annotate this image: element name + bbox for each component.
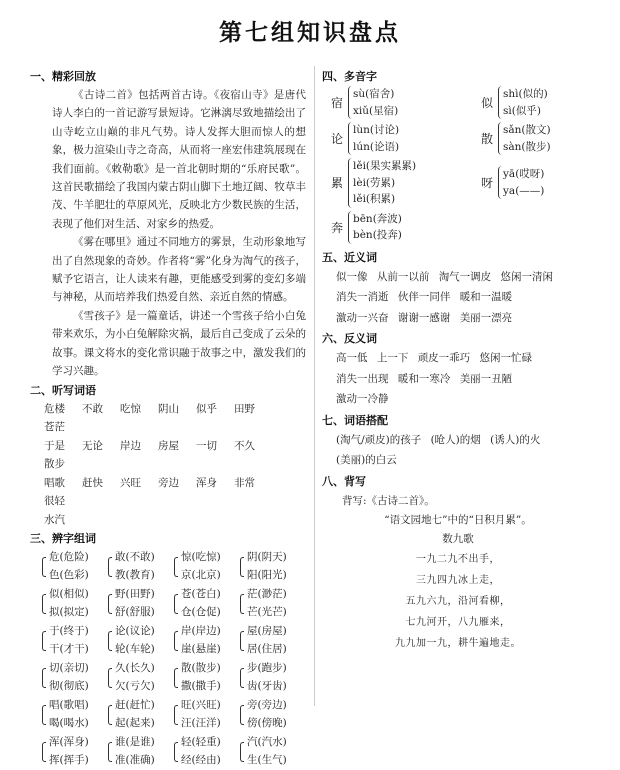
- polyphone-reading: xiǔ(星宿): [353, 104, 399, 117]
- character-pair: [108, 622, 174, 658]
- character-pair: [108, 548, 174, 584]
- synonym-row: [336, 287, 594, 308]
- polyphone-reading: shì(似的): [503, 88, 548, 100]
- character-word: 惊(吃惊): [174, 548, 240, 566]
- character-pair: [174, 548, 240, 584]
- section-heading-review: 一、精彩回放: [30, 70, 96, 83]
- polyphone-reading: lún(论语): [353, 140, 400, 153]
- section-heading-collocations: 七、词语搭配: [322, 413, 388, 427]
- section-heading-antonyms: 六、反义词: [322, 332, 377, 345]
- character-word: 岸(岸边): [174, 622, 240, 640]
- polyphone-reading: sǎn(散文): [503, 124, 551, 136]
- synonym-row: [336, 308, 594, 329]
- character-pair: [174, 733, 240, 769]
- dictation-word: 田野: [234, 402, 255, 415]
- synonym-pair: 淘气一调皮: [438, 270, 492, 283]
- character-pair: [240, 733, 306, 769]
- synonym-pair: 谢谢一感谢: [397, 311, 451, 324]
- synonym-pair: 消失一消逝: [336, 291, 389, 303]
- character-pair: [42, 733, 108, 769]
- character-word: 芒(光芒): [247, 606, 287, 618]
- poem-title: 数九歌: [442, 532, 474, 545]
- antonym-pair: 上一下: [376, 352, 409, 364]
- synonym-pair: 似一像: [336, 270, 368, 283]
- review-paragraph: 《雪孩子》是一篇童话，讲述一个雪孩子给小白兔带来欢乐，为小白兔解除灾祸，最后自己变成了云朵的故事。课文将水的变化常识融于故事之中，激发我们的学习兴趣。: [52, 309, 306, 378]
- dictation-row: [44, 400, 306, 437]
- character-pair: [240, 696, 306, 732]
- dictation-word: 吃惊: [120, 402, 141, 415]
- polyphone-char: 奔: [330, 220, 343, 235]
- poem-line: 七九河开，八九雁来，: [405, 616, 511, 628]
- antonym-row: [336, 348, 594, 369]
- dictation-word: 一切: [196, 439, 217, 452]
- dictation-word: 房屋: [158, 439, 179, 452]
- dictation-word: 浑身: [196, 476, 217, 489]
- antonym-row: [336, 389, 594, 410]
- dictation-word: 唱歌: [44, 476, 65, 489]
- dictation-word: 阴山: [158, 402, 179, 415]
- polyphone-char: 论: [330, 132, 343, 146]
- character-word: 经(经由): [181, 754, 221, 766]
- dictation-word: 很轻: [44, 495, 65, 507]
- section-heading-dictation: 二、听写词语: [30, 383, 96, 397]
- polyphone-char: 累: [330, 176, 343, 191]
- section-heading-distinguish-characters: 三、辨字组词: [30, 532, 96, 545]
- polyphone-item: [476, 122, 586, 155]
- character-word: 彻(彻底): [49, 680, 89, 692]
- character-word: 步(跑步): [240, 659, 306, 677]
- polyphone-item: [326, 86, 476, 119]
- character-word: 阳(阳光): [247, 569, 287, 581]
- character-word: 喝(喝水): [49, 717, 89, 729]
- character-word: 舒(舒服): [115, 606, 155, 618]
- antonym-pair: 悠闲一忙碌: [479, 352, 533, 364]
- polyphone-reading: bēn(奔波): [353, 212, 402, 225]
- dictation-word: 苍茫: [44, 421, 65, 433]
- right-column: [322, 66, 594, 654]
- character-word: 浑(浑身): [42, 733, 108, 751]
- polyphone-reading: sù(宿舍): [353, 88, 395, 100]
- synonym-pair: 美丽一漂亮: [459, 311, 513, 324]
- character-word: 轻(轻重): [174, 733, 240, 751]
- character-pair: [108, 585, 174, 621]
- polyphone-reading: sì(似乎): [503, 104, 541, 117]
- character-word: 散(散步): [174, 659, 240, 677]
- poem-line: 五九六九，沿河看柳，: [405, 595, 511, 607]
- character-word: 齿(牙齿): [247, 680, 287, 692]
- character-pair: [42, 585, 108, 621]
- polyphone-char: 散: [480, 132, 493, 146]
- poem-line: 三九四九冰上走，: [416, 574, 500, 586]
- character-word: 起(起来): [115, 717, 155, 729]
- character-word: 阴(阴天): [240, 548, 306, 566]
- collocation: (诱人)的火: [490, 433, 541, 446]
- character-word: 欠(亏欠): [115, 680, 155, 692]
- character-word: 拟(拟定): [49, 606, 89, 618]
- dictation-word: 不久: [234, 439, 255, 452]
- review-paragraph: 《雾在哪里》通过不同地方的雾景，生动形象地写出了自然现象的奇妙。作者将“雾”化身为淘气的孩子，赋予它语言，让人读来有趣，更能感受到雾的变幻多端与神秘，从而培养我们热爱自然、亲近自然的情感。: [52, 236, 306, 304]
- polyphone-char: 呀: [480, 176, 493, 191]
- character-pair: [174, 622, 240, 658]
- character-word: 危(危险): [42, 548, 108, 566]
- character-pair: [174, 696, 240, 732]
- dictation-word: 似乎: [196, 402, 217, 415]
- character-pair: [42, 622, 108, 658]
- character-word: 准(准确): [115, 754, 155, 766]
- synonym-row: [336, 267, 594, 288]
- polyphone-reading: lùn(讨论): [353, 124, 400, 136]
- character-pair: [240, 622, 306, 658]
- dictation-word: 于是: [44, 439, 65, 452]
- character-pair: [174, 659, 240, 695]
- character-word: 撒(撒手): [181, 680, 221, 692]
- antonym-row: [336, 369, 594, 390]
- dictation-row: [44, 474, 306, 511]
- polyphone-item: [326, 122, 476, 155]
- polyphone-item: [326, 158, 476, 208]
- character-word: 京(北京): [181, 569, 221, 581]
- character-word: 切(亲切): [42, 659, 108, 677]
- recitation-instruction: “语文园地七”中的“日积月累”。: [384, 513, 532, 526]
- polyphone-reading: lèi(劳累): [353, 176, 396, 189]
- character-pair: [108, 733, 174, 769]
- poem-line: 九九加一九，耕牛遍地走。: [395, 637, 521, 649]
- character-word: 谁(是谁): [108, 733, 174, 751]
- collocation: (淘气/顽皮)的孩子: [336, 433, 422, 446]
- dictation-word: 无论: [82, 439, 103, 452]
- polyphone-reading: lěi(积累): [353, 193, 396, 205]
- antonym-pair: 美丽一丑陋: [459, 372, 513, 385]
- character-pair: [240, 659, 306, 695]
- character-word: 于(终于): [42, 622, 108, 640]
- character-word: 傍(傍晚): [247, 717, 287, 729]
- synonym-pair: 伙伴一同伴: [397, 291, 451, 303]
- collocation: (美丽)的白云: [336, 454, 397, 466]
- collocation-row: [336, 430, 594, 451]
- polyphone-grid: [326, 86, 594, 247]
- synonym-pair: 从前一以前: [376, 270, 430, 283]
- polyphone-reading: bèn(投奔): [353, 229, 402, 241]
- synonym-pair: 悠闲一清闲: [500, 270, 554, 283]
- left-column: [30, 66, 306, 770]
- polyphone-item: [476, 158, 586, 208]
- character-word: 论(议论): [108, 622, 174, 640]
- character-word: 挥(挥手): [49, 754, 89, 766]
- synonym-pair: 暖和一温暖: [459, 291, 513, 303]
- character-pair: [42, 696, 108, 732]
- character-pair: [42, 548, 108, 584]
- poem-line: 一九二九不出手，: [416, 553, 500, 565]
- dictation-row: [44, 437, 306, 474]
- character-pair: [174, 585, 240, 621]
- polyphone-reading: yā(哎呀): [503, 168, 545, 181]
- dictation-word: 兴旺: [120, 476, 141, 489]
- polyphone-reading: sàn(散步): [503, 140, 551, 153]
- collocation: (呛人)的烟: [430, 433, 481, 446]
- antonym-pair: 高一低: [336, 352, 368, 364]
- dictation-word: 散步: [44, 458, 65, 470]
- character-word: 仓(仓促): [181, 606, 221, 618]
- character-word: 旺(兴旺): [174, 696, 240, 714]
- section-heading-recitation: 八、背写: [322, 474, 366, 488]
- dictation-word: 危楼: [44, 402, 65, 415]
- character-word: 赶(赶忙): [108, 696, 174, 714]
- antonym-pair: 消失一出现: [336, 372, 389, 385]
- collocation-row: [336, 450, 594, 471]
- section-heading-polyphones: 四、多音字: [322, 70, 377, 83]
- section-heading-synonyms: 五、近义词: [322, 250, 377, 264]
- character-word: 旁(旁边): [240, 696, 306, 714]
- review-paragraph: 《古诗二首》包括两首古诗。《夜宿山寺》是唐代诗人李白的一首记游写景短诗。它淋漓尽致地描绘出了山寺屹立山巅的非凡气势。诗人发挥大胆而惊人的想象，极力渲染山寺之奇高，从而将一座宏伟建筑展现在我们面前。《敕勒歌》是一首北朝时期的“乐府民歌”。这首民歌描绘了我国内蒙古阴山脚下土地辽阔、牧草丰茂、牛羊肥壮的草原风光，反映北方少数民族的生活，表现了他们对生活、对家乡的热爱。: [52, 89, 306, 230]
- dictation-word: 非常: [234, 476, 255, 489]
- character-word: 似(相似): [42, 585, 108, 603]
- column-divider: [314, 66, 315, 706]
- character-word: 汪(汪洋): [181, 717, 221, 729]
- dictation-word: 旁边: [158, 476, 179, 489]
- recitation-instruction: 背写:《古诗二首》。: [342, 494, 435, 507]
- character-word: 轮(车轮): [115, 643, 155, 655]
- synonym-pair: 激动一兴奋: [336, 311, 389, 324]
- character-word: 汽(汽水): [240, 733, 306, 751]
- dictation-word: 不敢: [82, 402, 103, 415]
- character-word: 敢(不敢): [108, 548, 174, 566]
- dictation-row: [44, 511, 306, 530]
- antonym-pair: 顽皮一乖巧: [417, 352, 471, 364]
- character-pair: [108, 696, 174, 732]
- character-pair: [108, 659, 174, 695]
- antonym-pair: 暖和一寒冷: [397, 372, 451, 385]
- dictation-word: 水汽: [44, 513, 65, 526]
- character-pair: [42, 659, 108, 695]
- polyphone-item: [476, 86, 586, 119]
- character-pair: [240, 585, 306, 621]
- dictation-word: 赶快: [82, 476, 103, 489]
- character-word: 居(住居): [247, 643, 287, 655]
- polyphone-reading: lěi(果实累累): [353, 160, 417, 172]
- dictation-word: 岸边: [120, 439, 141, 452]
- character-word: 崖(悬崖): [181, 643, 221, 655]
- character-word: 野(田野): [108, 585, 174, 603]
- polyphone-reading: ya(——): [503, 184, 545, 197]
- antonym-pair: 激动一冷静: [336, 393, 389, 405]
- character-word: 久(长久): [108, 659, 174, 677]
- polyphone-item: [326, 211, 476, 244]
- character-word: 屋(房屋): [240, 622, 306, 640]
- character-pair: [240, 548, 306, 584]
- polyphone-char: 似: [480, 96, 493, 110]
- character-word: 干(才干): [49, 643, 89, 655]
- character-word: 色(色彩): [49, 569, 89, 581]
- character-word: 苍(苍白): [174, 585, 240, 603]
- character-word: 茫(渺茫): [240, 585, 306, 603]
- character-word: 教(教育): [115, 569, 155, 581]
- character-word: 生(生气): [247, 754, 287, 766]
- character-pair-grid: [42, 548, 306, 770]
- polyphone-char: 宿: [330, 96, 343, 110]
- character-word: 唱(歌唱): [42, 696, 108, 714]
- page-title: 第七组知识盘点: [219, 20, 401, 46]
